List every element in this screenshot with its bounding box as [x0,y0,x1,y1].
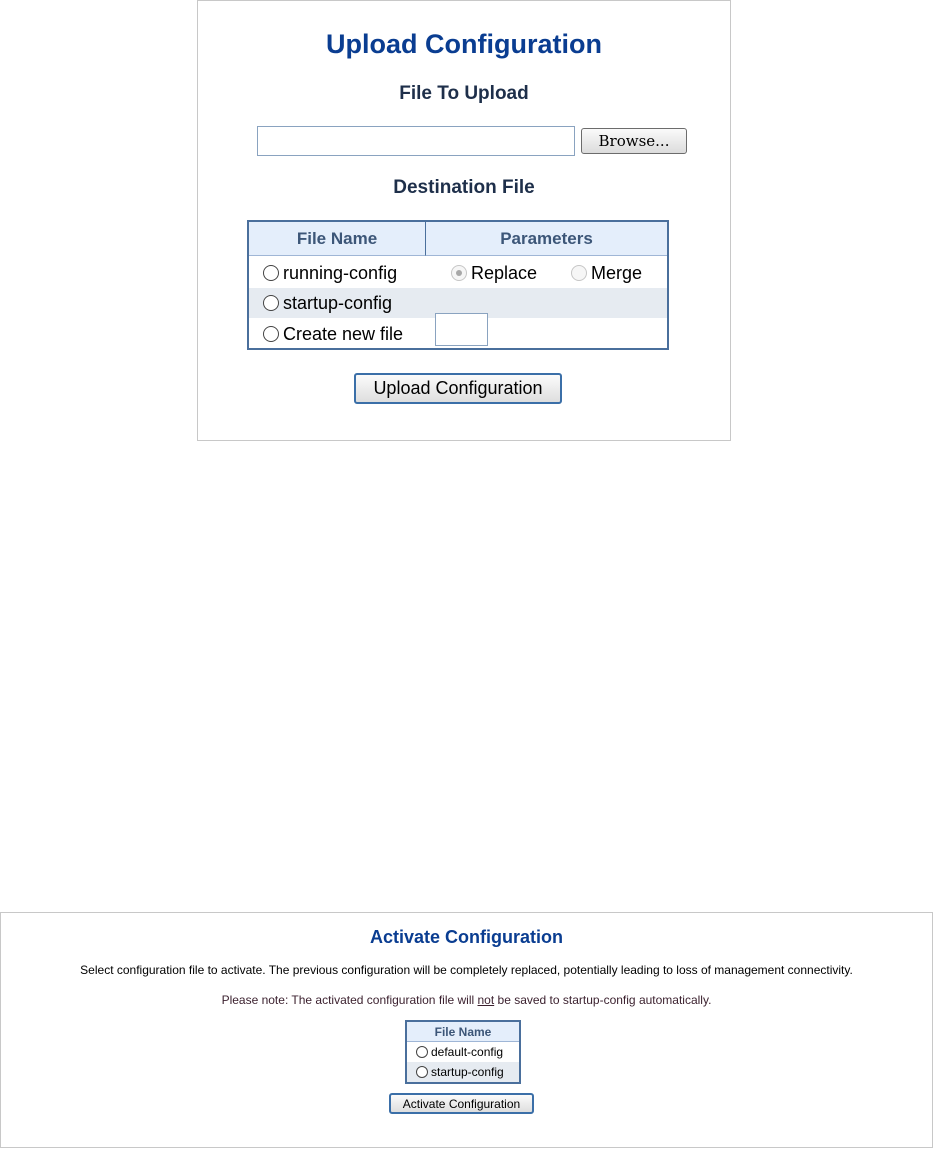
radio-activate-startup-config[interactable] [416,1066,428,1078]
activate-page-title: Activate Configuration [369,927,563,947]
activate-description: Select configuration file to activate. The previous configuration will be completely replaced, potentially leading to loss of management connectivity. [80,963,853,977]
default-config-label: default-config [431,1045,504,1059]
column-header-parameters: Parameters [426,222,667,256]
startup-config-option[interactable] [263,288,392,318]
table-row-running-config [249,258,667,288]
startup-config-label: startup-config [283,293,393,313]
upload-page-title: Upload Configuration [326,29,602,59]
table-row-default-config[interactable] [407,1042,519,1062]
activate-file-table [405,1020,521,1084]
radio-create-new-file[interactable] [263,326,279,342]
destination-file-heading: Destination File [393,177,535,198]
radio-merge [571,265,587,281]
radio-running-config[interactable] [263,265,279,281]
activate-configuration-button[interactable]: Activate Configuration [389,1093,534,1114]
note-prefix: Please note: The activated configuration file will [221,993,478,1007]
create-new-file-label: Create new file [283,324,404,344]
merge-label: Merge [591,263,643,283]
replace-label: Replace [471,263,538,283]
replace-option [451,258,537,288]
note-emphasis: not [477,993,495,1007]
startup-config-label: startup-config [431,1065,504,1079]
table-row-startup-config[interactable] [407,1062,519,1082]
destination-file-table [247,220,669,350]
column-header-file-name: File Name [249,222,426,256]
column-header-file-name: File Name [407,1022,519,1042]
create-new-file-option[interactable] [263,319,403,349]
running-config-label: running-config [283,263,398,283]
file-to-upload-heading: File To Upload [399,83,529,104]
table-row-create-new-file [249,319,667,349]
upload-configuration-panel [197,0,731,441]
running-config-option[interactable] [263,258,397,288]
browse-button[interactable]: Browse... [581,128,687,154]
merge-option [571,258,642,288]
file-path-input[interactable] [257,126,575,156]
upload-configuration-button[interactable]: Upload Configuration [354,373,562,404]
radio-startup-config[interactable] [263,295,279,311]
activate-note [1,993,932,1007]
radio-replace [451,265,467,281]
note-suffix: be saved to startup-config automatically. [494,993,712,1007]
new-file-name-input[interactable] [435,313,488,346]
activate-configuration-panel [0,912,933,1148]
radio-default-config[interactable] [416,1046,428,1058]
